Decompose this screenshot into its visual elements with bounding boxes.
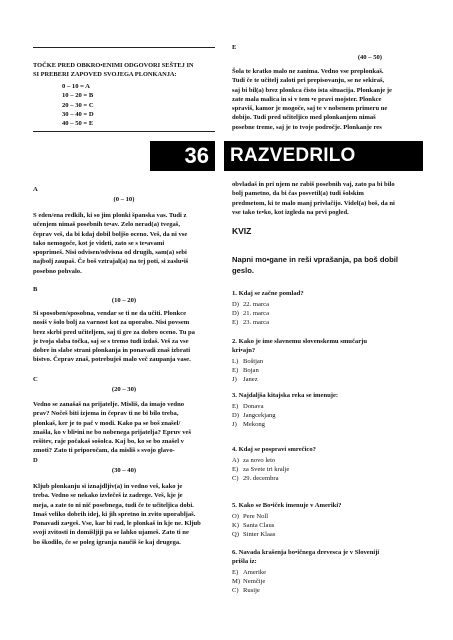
quiz-option-letter: A) — [232, 457, 239, 464]
section-c-range: (20 – 30) — [111, 386, 137, 393]
score-range: 30 – 40 = D — [62, 110, 94, 118]
score-range: 40 – 50 = E — [62, 120, 94, 128]
section-e-text — [232, 67, 422, 132]
quiz-option-letter: D) — [232, 411, 239, 419]
quiz-question — [232, 337, 432, 384]
text-line: bolj pametno, da bi čas posvetil(a) tudi šolskim — [232, 190, 364, 198]
section-d-text — [33, 482, 215, 547]
text-line: znašla, ko v bli•ini ne bo nobenega prijatelja? Epruv veš — [33, 428, 192, 436]
text-line: Napni mo•gane in reši vprašanja, pa boš dobil — [232, 255, 398, 264]
quiz-option[interactable] — [232, 376, 432, 385]
quiz-option[interactable] — [232, 358, 432, 367]
text-line: rešitev, raje počakaš sošolca. Kaj bo, ko se bo znašel v — [33, 438, 184, 446]
text-line: posebne treme, saj je to tvoje področje. Plonkanje res — [232, 123, 382, 131]
quiz-option[interactable] — [232, 367, 432, 376]
quiz-question-text: kri•ajn? — [232, 347, 256, 354]
quiz-option-text: Pere Noll — [243, 513, 269, 520]
text-line: meja, a zate to ni nič posebnega, tudi če te učiteljica dobi. — [33, 501, 194, 509]
text-line: bistvo. Čeprav znaš, potrebuješ malo več zaupanja vase. — [33, 356, 191, 364]
quiz-option[interactable] — [232, 513, 432, 522]
quiz-option-text: Rusije — [243, 586, 260, 594]
quiz-option[interactable] — [232, 578, 432, 587]
text-line: Šola te kratko malo ne zanima. Vedno vse preplonkaš. — [232, 68, 384, 75]
page-number-banner: 36 — [150, 141, 215, 171]
quiz-option-letter: D) — [232, 309, 239, 317]
scoring-title — [33, 61, 215, 80]
quiz-question — [232, 289, 432, 327]
quiz-option-text: Amerike — [243, 569, 267, 576]
quiz-option-text: za novo leto — [243, 457, 276, 464]
quiz-option-letter: E) — [232, 403, 239, 410]
section-e-range: (40 – 50) — [357, 54, 382, 61]
quiz-option[interactable] — [232, 301, 432, 310]
text-line: predmetom, ki te malo manj privlačijo. Videl(a) boš, da ni — [232, 199, 395, 207]
text-line: tako nemogoče, kot je videti, zato se s te•avami — [33, 239, 165, 247]
quiz-question — [232, 548, 432, 595]
quiz-option-letter: E) — [232, 318, 239, 326]
text-line: zmoti? Zato ti priporočam, da misliš s svojo glavo- — [33, 447, 175, 455]
quiz-option-letter: E) — [232, 465, 239, 473]
quiz-option-text: Santa Claus — [243, 521, 275, 529]
quiz-option[interactable] — [232, 412, 432, 421]
text-line: Imaš veliko dobrih idej, ki jih spretno in zvito uporabljaš. — [33, 510, 196, 518]
quiz-option-text: Donava — [243, 403, 264, 410]
quiz-option[interactable] — [232, 421, 432, 430]
quiz-option-text: 21. marca — [243, 309, 269, 317]
text-line: spoprimeš. Nisi odvisen/odvisna od drugih, sam(a) sebi — [33, 249, 187, 257]
quiz-option-text: Jangcekjang — [243, 411, 276, 419]
text-line: je tvoja slaba točka, saj se s tremo tudi izdaš. Veš za vse — [33, 337, 189, 345]
section-d-range: (30 – 40) — [111, 467, 137, 474]
quiz-option[interactable] — [232, 475, 432, 484]
scoring-title-line: SI PREBERI ZAPOVED SVOJEGA PLONKANJA: — [33, 71, 177, 79]
text-line: Ponavadi za•geš. Vse, kar bi rad, le plonkaš in kje ne. Kljub — [33, 520, 201, 528]
quiz-option[interactable] — [232, 522, 432, 531]
quiz-option-text: Bojan — [243, 366, 259, 374]
quiz-question — [232, 391, 432, 429]
quiz-option-text: Nemčije — [243, 577, 266, 585]
quiz-option[interactable] — [232, 310, 432, 319]
quiz-option-letter: J) — [232, 420, 237, 428]
section-c-letter: C — [33, 376, 38, 383]
quiz-question — [232, 501, 432, 539]
text-line: saj bi bil(a) brez plonkca čisto ista situacija. Plonkanje je — [232, 86, 392, 94]
quiz-option-text: 23. marca — [243, 318, 269, 326]
text-line: Tudi če te učitelj zaloti pri prepisovanju, se ne sekiraš, — [232, 77, 385, 85]
quiz-option-text: 29. decembra — [243, 474, 279, 482]
quiz-option-text: Sinter Klaas — [243, 530, 276, 538]
section-a-letter: A — [33, 186, 38, 193]
quiz-option-text: Mekong — [243, 420, 265, 428]
quiz-option-letter: C) — [232, 586, 239, 594]
quiz-question-text: 2. Kako je ime slavnemu slovenskemu smučarju — [232, 338, 367, 345]
text-line: treba. Vedno se nekako izvlečeš iz zadrege. Veš, kje je — [33, 492, 183, 500]
score-range: 0 – 10 = A — [62, 83, 90, 90]
section-b-letter: B — [33, 286, 38, 293]
text-line: S eden/ena redkih, ki so jim plonki španska vas. Tudi z — [33, 212, 187, 219]
left-top-rule — [33, 47, 215, 48]
quiz-option-letter: M) — [232, 577, 241, 585]
quiz-option[interactable] — [232, 569, 432, 578]
text-line: brez skrbi pred učiteljem, saj ti gre za dobro oceno. Tu pa — [33, 328, 195, 336]
section-a-range: (0 – 10) — [113, 196, 135, 203]
section-e-letter: E — [232, 44, 237, 51]
quiz-option-letter: E) — [232, 569, 239, 576]
text-line: Si sposoben/sposobna, vendar se ti ne da učiti. Plonkce — [33, 310, 187, 317]
quiz-question-text: 4. Kdaj se pospravi smrečico? — [232, 446, 316, 453]
quiz-intro — [232, 254, 422, 276]
quiz-title: KVIZ — [232, 226, 252, 236]
quiz-question-text: 5. Kako se Bo•iček imenuje v Ameriki? — [232, 502, 342, 509]
quiz-option[interactable] — [232, 457, 432, 466]
quiz-option-letter: D) — [232, 301, 239, 308]
quiz-question-text: 3. Najdaljša kitajska reka se imenuje: — [232, 392, 339, 399]
text-line: Vedno se zanašaš na prijatelje. Misliš, da imajo vedno — [33, 401, 185, 408]
text-line: plonkaš, ker je to pač v modi. Kako pa se boš znašel/ — [33, 419, 181, 427]
quiz-option-text: Janez — [243, 375, 258, 383]
text-line: geslo. — [232, 266, 254, 275]
section-b-range: (10 – 20) — [111, 297, 137, 304]
text-line: Kljub plonkanju si iznajdljiv(a) in vedno veš, kako je — [33, 483, 183, 490]
quiz-question-text: prišla iz: — [232, 558, 257, 565]
section-title-banner: RAZVEDRILO — [224, 141, 423, 171]
text-line: zate mala malica in si v tem •e pravi mojster. Plonkce — [232, 95, 382, 103]
quiz-option-letter: C) — [232, 474, 239, 482]
text-line: dobre in slabe strani plonkanja in ponavadi znaš izbrati — [33, 347, 191, 355]
text-line: obvladaš in pri njem ne rabiš posebnih vaj, zato pa bi bilo — [232, 181, 395, 188]
quiz-option-letter: J) — [232, 375, 237, 383]
text-line: čeprav veš, da bi kdaj dobil boljšo oceno. Veš, da ni vse — [33, 230, 188, 238]
quiz-option-letter: E) — [232, 366, 239, 374]
text-line: vse tako te•ko, kot izgleda na prvi pogled. — [232, 208, 349, 216]
quiz-option[interactable] — [232, 403, 432, 412]
section-c-text — [33, 400, 215, 456]
quiz-option-letter: O) — [232, 513, 239, 520]
section-a-text — [33, 211, 215, 276]
text-line: nosiš v šolo bolj za varnost kot za uporabo. Nisi povsem — [33, 319, 190, 327]
section-d-letter: D — [33, 457, 38, 464]
quiz-question-text: 1. Kdaj se začne pomlad? — [232, 290, 304, 297]
quiz-option[interactable] — [232, 531, 432, 540]
text-line: posebno pohvalo. — [33, 267, 82, 275]
quiz-question — [232, 445, 432, 483]
section-b-text — [33, 309, 215, 365]
quiz-option-letter: L) — [232, 358, 239, 365]
score-ranges — [62, 82, 152, 128]
text-line: bo škodilo, če se poleg igranja naučiš še kaj drugega. — [33, 538, 181, 546]
scoring-title-line: TOČKE PRED OBKRO•ENIMI ODGOVORI SEŠTEJ IN — [33, 62, 194, 69]
text-line: spraviš, kamor je mogoče, saj te v nobenem primeru ne — [232, 105, 388, 113]
left-bottom-rule — [33, 131, 215, 132]
quiz-question-text: 6. Navada krašenja bo•ičnega drevesca je v Sloveniji — [232, 549, 380, 556]
quiz-option-text: za Svete tri kralje — [243, 465, 290, 473]
text-line: prav? Nočeš biti izjema in čeprav ti ne bi bilo treba, — [33, 410, 179, 418]
text-line: svoji zvitosti in domišljiji pa se lahko ujameš. Zato ti ne — [33, 529, 189, 537]
quiz-option-text: Boštjan — [243, 358, 264, 365]
quiz-option[interactable] — [232, 587, 432, 596]
section-e-continuation — [232, 180, 422, 217]
text-line: najbolj zaupaš. Če boš vztrajal(a) na tej poti, si zaslu•iš — [33, 258, 189, 266]
quiz-option-letter: Q) — [232, 530, 239, 538]
score-range: 20 – 30 = C — [62, 101, 94, 109]
text-line: dobijo. Tudi pred učiteljico med plonkanjem nimaš — [232, 114, 376, 122]
quiz-option-letter: K) — [232, 521, 239, 529]
score-range: 10 – 20 = B — [62, 92, 94, 100]
quiz-option[interactable] — [232, 319, 432, 328]
quiz-option-text: 22. marca — [243, 301, 269, 308]
quiz-option[interactable] — [232, 466, 432, 475]
text-line: učenjem nimaš posebnih te•av. Zelo nerad(a) tvegaš, — [33, 221, 181, 229]
